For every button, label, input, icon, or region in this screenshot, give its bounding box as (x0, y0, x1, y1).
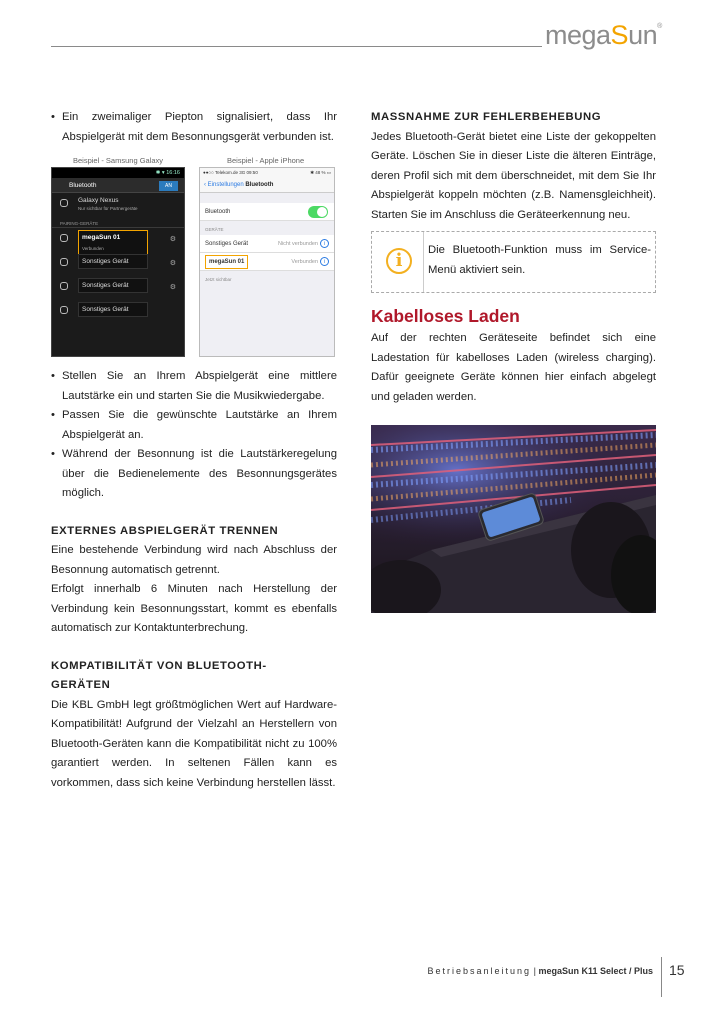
paragraph-trennen-2: Erfolgt innerhalb 6 Minuten nach Herstellung der Verbindung kein Besonnungsstart, kommt es ebenfalls automatisch zur Kontaktunterbrechung. (51, 583, 337, 634)
caption-iphone: Beispiel - Apple iPhone (227, 156, 305, 165)
iphone-device-row: megaSun 01 Verbunden i (200, 253, 334, 271)
iphone-statusbar: ●●○○ Telekom.de 3G 09:50 ✱ 48 % ▭ (200, 168, 334, 177)
android-device-row (52, 193, 184, 219)
settings-icon: ⚙ (169, 236, 176, 243)
iphone-footer-label: Jetzt sichtbar (205, 277, 232, 282)
headphones-icon (60, 306, 68, 314)
info-icon-cell (372, 232, 424, 292)
bullet-lautstaerke: • Stellen Sie an Ihrem Abspielgerät eine mittlere Lautstärke ein und starten Sie die Musikwiedergabe. (51, 367, 337, 406)
info-notice-box (371, 231, 656, 293)
bullet-anpassen: • Passen Sie die gewünschte Lautstärke an Ihrem Abspielgerät an. (51, 406, 337, 445)
phone-icon (60, 282, 68, 290)
android-statusbar: ✱ ▾ 16:16 (52, 168, 184, 178)
header-rule (51, 46, 542, 47)
iphone-screenshot (199, 167, 335, 357)
paragraph-kompatibilitaet: Die KBL GmbH legt größtmöglichen Wert auf Hardware-Kompatibilität! Aufgrund der Vielzahl an Herstellern von Bluetooth-Geräten kann die Kompatibilität nicht zu 100% garantiert werden. In seltenen Fällen kann es vorkommen, dass sich keine Verbindung herstellen lässt. (51, 698, 337, 789)
footer-text: Betriebsanleitung | megaSun K11 Select / Plus (427, 966, 653, 976)
heading-massnahme: MASSNAHME ZUR FEHLERBEHEBUNG (371, 111, 602, 123)
android-screenshot (51, 167, 185, 357)
info-notice-text: Die Bluetooth-Funktion muss im Service-Menü aktiviert sein. (428, 244, 651, 276)
phone-screenshots-figure (51, 151, 337, 361)
android-item-box: Sonstiges Gerät (78, 254, 148, 269)
android-titlebar (52, 178, 184, 193)
bluetooth-switch (308, 206, 328, 218)
android-section-label: PAIRING-GERÄTE (52, 219, 184, 228)
android-title: Bluetooth (69, 182, 97, 189)
android-paired-item (52, 276, 184, 300)
phone-icon (60, 199, 68, 207)
right-column (371, 108, 656, 407)
headphones-icon (60, 258, 68, 266)
heading-trennen: EXTERNES ABSPIELGERÄT TRENNEN (51, 524, 279, 537)
caption-samsung: Beispiel - Samsung Galaxy (73, 156, 164, 165)
paragraph-trennen: Eine bestehende Verbindung wird nach Abschluss der Besonnung automatisch getrennt. (51, 544, 337, 576)
footer-divider (661, 957, 662, 997)
android-device-name: Galaxy Nexus (78, 197, 119, 204)
settings-icon: ⚙ (169, 284, 176, 291)
left-column (51, 108, 337, 793)
iphone-group-label: GERÄTE (205, 227, 224, 232)
iphone-bluetooth-cell: Bluetooth (200, 203, 334, 221)
page-number: 15 (669, 962, 685, 978)
info-icon: i (320, 257, 329, 266)
iphone-navbar (200, 177, 334, 193)
bluetooth-toggle: AN (159, 181, 178, 191)
heading-kompatibilitaet: KOMPATIBILITÄT VON BLUETOOTH-GERÄTEN (51, 659, 267, 691)
wireless-charging-photo (371, 425, 656, 613)
android-paired-item (52, 300, 184, 324)
bullet-regelung: • Während der Besonnung ist die Lautstärkeregelung über die Bedienelemente des Besonnungsgerätes möglich. (51, 445, 337, 504)
iphone-title: Bluetooth (245, 182, 274, 188)
iphone-device-row: Sonstiges Gerät Nicht verbunden i (200, 235, 334, 253)
paragraph-massnahme: Jedes Bluetooth-Gerät bietet eine Liste der gekoppelten Geräte. Löschen Sie in dieser Liste die älteren Einträge, deren Profil sich mit dem überschneidet, mit dem Sie Ihr Abspielgerät koppeln möchten (z.B. Namensgleichheit). Starten Sie im Anschluss die Geräteerkennung neu. (371, 130, 656, 221)
android-device-sub: Nur sichtbar für Partnergeräte (78, 206, 138, 211)
android-item-box: megaSun 01 Verbunden (78, 230, 148, 256)
info-icon: i (386, 248, 412, 274)
android-item-box: Sonstiges Gerät (78, 302, 148, 317)
charging-station-illustration (371, 425, 656, 613)
info-icon: i (320, 239, 329, 248)
android-item-box: Sonstiges Gerät (78, 278, 148, 293)
back-link: ‹ Einstellungen (204, 182, 244, 188)
android-paired-item (52, 228, 184, 252)
settings-icon: ⚙ (169, 260, 176, 267)
bullet-piepton: • Ein zweimaliger Piepton signalisiert, dass Ihr Abspielgerät mit dem Besonnungsgerät verbunden ist. (51, 108, 337, 147)
heading-kabelloses-laden: Kabelloses Laden (371, 306, 520, 326)
android-paired-item (52, 252, 184, 276)
paragraph-kabelloses-laden: Auf der rechten Geräteseite befindet sich eine Ladestation für kabelloses Laden (wireless charging). Dafür geeignete Geräte können hier einfach abgelegt und geladen werden. (371, 332, 656, 403)
headphones-icon (60, 234, 68, 242)
megasun-logo: megaSun® (545, 20, 662, 50)
